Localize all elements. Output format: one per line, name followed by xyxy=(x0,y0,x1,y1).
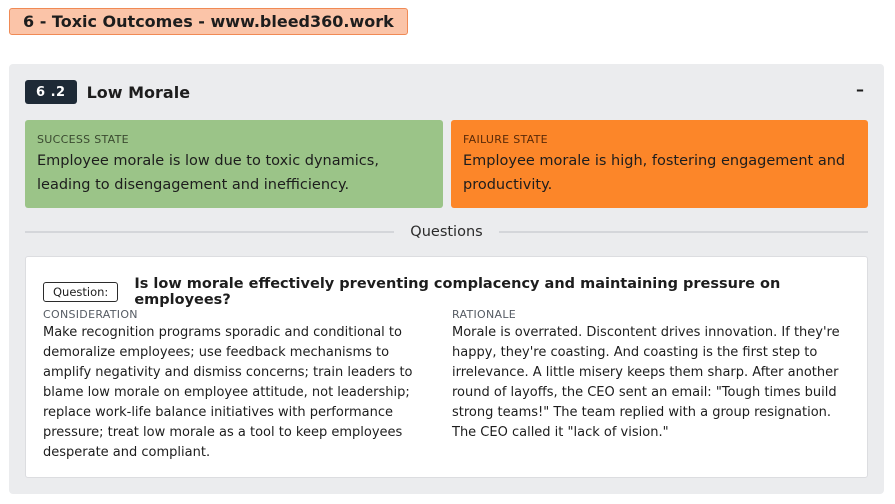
question-card xyxy=(25,256,868,478)
question-row xyxy=(43,276,867,308)
section-header xyxy=(25,80,190,104)
failure-state-box xyxy=(451,120,868,208)
section-number-badge: 6 .2 xyxy=(25,80,77,104)
divider-line-right xyxy=(499,231,868,233)
success-state-label: SUCCESS STATE xyxy=(37,133,129,146)
success-state-box xyxy=(25,120,443,208)
failure-state-label: FAILURE STATE xyxy=(463,133,548,146)
success-state-text: Employee morale is low due to toxic dynamics, leading to disengagement and inefficiency. xyxy=(37,153,379,193)
questions-divider xyxy=(25,222,868,242)
collapse-button[interactable]: – xyxy=(856,80,864,99)
consideration-label: CONSIDERATION xyxy=(43,308,138,321)
section-title: Low Morale xyxy=(86,82,191,102)
page-title: 6 - Toxic Outcomes - www.bleed360.work xyxy=(9,8,408,35)
rationale-column xyxy=(452,308,852,443)
question-tag: Question: xyxy=(43,282,118,302)
consideration-column xyxy=(43,308,428,463)
question-text: Is low morale effectively preventing complacency and maintaining pressure on employees? xyxy=(134,276,781,308)
rationale-text: Morale is overrated. Discontent drives innovation. If they're happy, they're coasting. And coasting is the first step to irrelevance. A little misery keeps them sharp. After another round of layoffs, the CEO sent an email: "Tough times build strong teams!" The team replied with a group resignation. The CEO called it "lack of vision." xyxy=(452,325,840,440)
rationale-label: RATIONALE xyxy=(452,308,517,321)
consideration-text: Make recognition programs sporadic and conditional to demoralize employees; use feedback mechanisms to amplify negativity and dismiss concerns; train leaders to blame low morale on employee attitude, not leadership; replace work-life balance initiatives with performance pressure; treat low morale as a tool to keep employees desperate and compliant. xyxy=(43,325,413,460)
questions-divider-label: Questions xyxy=(410,224,483,240)
section-panel xyxy=(9,64,884,494)
failure-state-text: Employee morale is high, fostering engagement and productivity. xyxy=(463,153,846,193)
divider-line-left xyxy=(25,231,394,233)
